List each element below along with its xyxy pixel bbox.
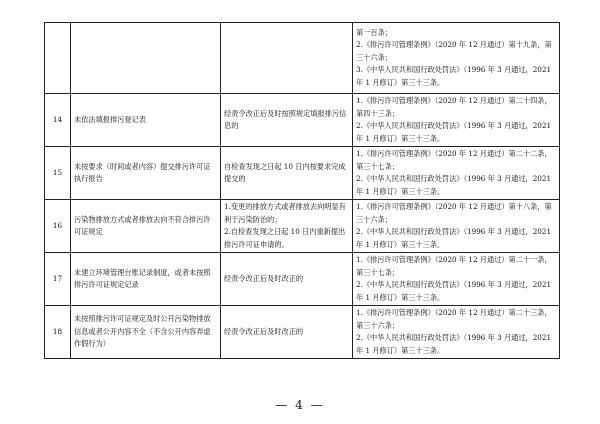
table-row	[45, 147, 560, 200]
condition-cell	[221, 253, 353, 306]
legal-basis-text: 2.《中华人民共和国行政处罚法》（1996 年 3 月通过，2021 年 1 月修订）第三十三条。	[356, 280, 552, 302]
legal-basis-text: 2.《中华人民共和国行政处罚法》（1996 年 3 月通过，2021 年 1 月修订）第三十三条。	[356, 121, 552, 143]
legal-basis-text: 第一百条；	[356, 27, 392, 37]
legal-basis-cell	[353, 94, 560, 147]
legal-basis-cell	[353, 306, 560, 359]
row-number: 15	[45, 147, 71, 200]
legal-basis-text: 2.《中华人民共和国行政处罚法》（1996 年 3 月通过，2021 年 1 月修订）第三十三条。	[356, 333, 552, 355]
condition-text: 自检查发现之日起 10 日内按要求完成提交的	[224, 161, 346, 183]
violation-text: 未建立环境管理台账记录制度，或者未按照排污许可证规定记录	[74, 267, 211, 289]
violation-text: 污染物排放方式或者排放去向不符合排污许可证规定	[74, 214, 211, 236]
condition-cell	[221, 147, 353, 200]
legal-basis-text: 1.《排污许可管理条例》（2020 年 12 月通过）第二十二条，第三十七条；	[356, 149, 552, 171]
legal-basis-text: 1.《排污许可管理条例》（2020 年 12 月通过）第十八条，第三十六条；	[356, 202, 552, 224]
condition-cell	[221, 23, 353, 94]
condition-cell	[221, 200, 353, 253]
legal-basis-text: 1.《排污许可管理条例》（2020 年 12 月通过）第二十三条，第三十六条；	[356, 308, 552, 330]
violation-cell	[71, 94, 221, 147]
rules-table	[44, 22, 560, 359]
rules-table-body	[45, 23, 560, 359]
condition-text: 经责令改正后及时改正的	[224, 326, 304, 336]
condition-cell	[221, 306, 353, 359]
legal-basis-cell	[353, 200, 560, 253]
table-row	[45, 23, 560, 94]
legal-basis-text: 2.《中华人民共和国行政处罚法》（1996 年 3 月通过，2021 年 1 月修订）第三十三条。	[356, 227, 552, 249]
row-number: 18	[45, 306, 71, 359]
legal-basis-cell	[353, 253, 560, 306]
legal-basis-text: 2.《中华人民共和国行政处罚法》（1996 年 3 月通过，2021 年 1 月修订）第三十三条。	[356, 174, 552, 196]
table-row	[45, 253, 560, 306]
table-row	[45, 306, 560, 359]
page-number: — 4 —	[275, 398, 325, 412]
condition-text: 经责令改正后及时改正的	[224, 273, 304, 283]
violation-cell	[71, 147, 221, 200]
condition-text: 2.自检查发现之日起 10 日内重新提出排污许可证申请的。	[224, 227, 346, 249]
violation-cell	[71, 200, 221, 253]
condition-text: 1.变更的排放方式或者排放去向明显有利于污染防治的；	[224, 202, 346, 224]
legal-basis-cell	[353, 23, 560, 94]
violation-text: 未按照排污许可证规定及时公开污染物排放信息或者公开内容不全（不含公开内容弄虚作假行为）	[74, 314, 211, 349]
row-number: 16	[45, 200, 71, 253]
violation-cell	[71, 253, 221, 306]
row-number: 17	[45, 253, 71, 306]
table-row	[45, 94, 560, 147]
condition-text: 经责令改正后及时按照规定填报排污信息的	[224, 108, 347, 130]
row-number: 14	[45, 94, 71, 147]
legal-basis-text: 1.《排污许可管理条例》（2020 年 12 月通过）第二十四条，第四十三条；	[356, 96, 552, 118]
violation-text: 未按要求（时间或者内容）提交排污许可证执行报告	[74, 161, 211, 183]
legal-basis-text: 3.《中华人民共和国行政处罚法》（1996 年 3 月通过，2021 年 1 月修订）第三十三条。	[356, 65, 552, 87]
violation-cell	[71, 306, 221, 359]
legal-basis-text: 2.《排污许可管理条例》（2020 年 12 月通过）第十九条，第三十六条；	[356, 40, 552, 62]
row-number	[45, 23, 71, 94]
violation-cell	[71, 23, 221, 94]
table-row	[45, 200, 560, 253]
legal-basis-cell	[353, 147, 560, 200]
violation-text: 未依法填报排污登记表	[74, 114, 146, 124]
legal-basis-text: 1.《排污许可管理条例》（2020 年 12 月通过）第二十一条，第三十七条；	[356, 255, 552, 277]
condition-cell	[221, 94, 353, 147]
